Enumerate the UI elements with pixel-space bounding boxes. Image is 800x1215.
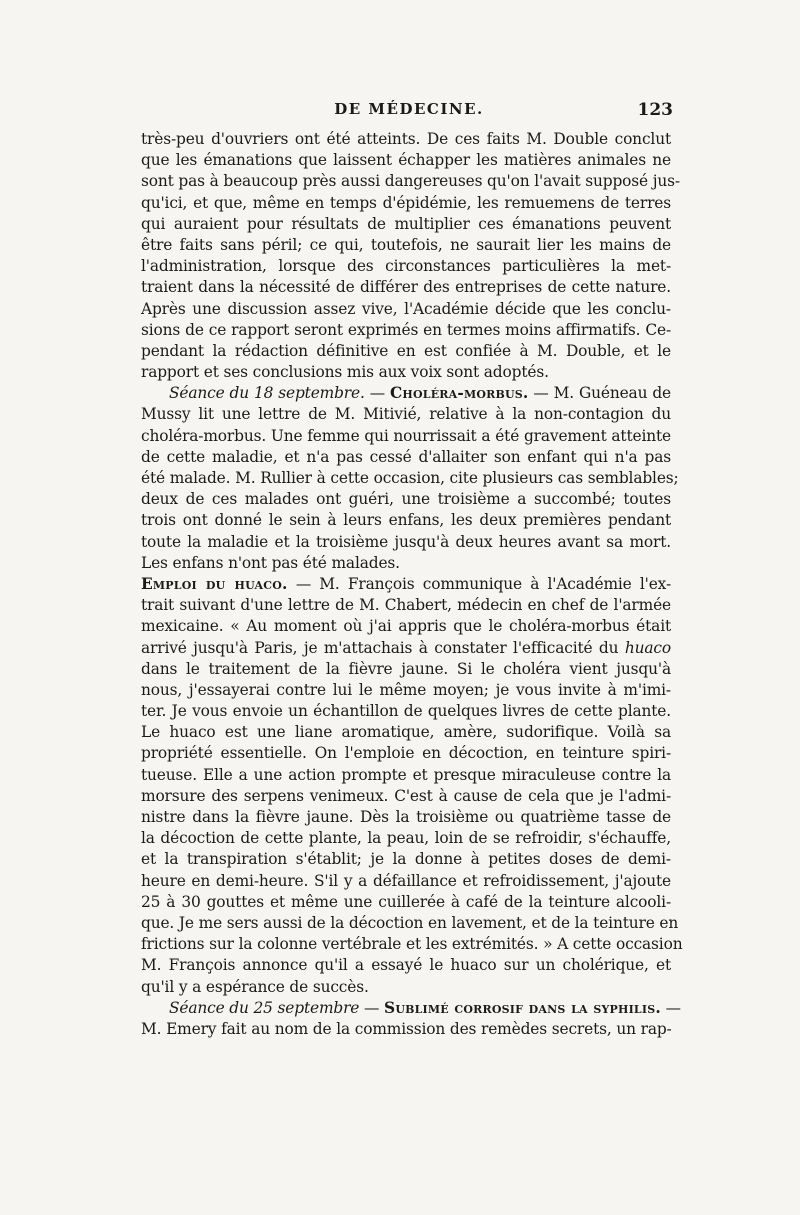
text-line — [141, 701, 671, 722]
text-line — [141, 998, 681, 1019]
line-text: Mussy lit une lettre de M. Mitivié, relative à la non-contagion du — [141, 405, 671, 424]
text-line — [141, 150, 671, 171]
text-line — [141, 934, 683, 955]
section-heading: Sublimé corrosif dans la syphilis. — [384, 998, 661, 1017]
line-text: 25 à 30 gouttes et même une cuillerée à café de la teinture alcooli- — [141, 892, 671, 911]
italic-word: huaco — [624, 638, 671, 657]
body-text — [141, 129, 683, 1040]
text-line — [141, 977, 671, 998]
text-line — [141, 616, 671, 637]
text-line — [141, 341, 671, 362]
text-line — [141, 426, 671, 447]
line-text: propriété essentielle. On l'emploie en décoction, en teinture spiri- — [141, 744, 671, 763]
line-text: frictions sur la colonne vertébrale et les extrémités. » A cette occasion — [141, 935, 683, 954]
section-heading: Emploi du huaco. — [141, 574, 288, 593]
text-line — [141, 659, 671, 680]
section-heading: Choléra-morbus. — [389, 384, 529, 403]
text-line — [141, 913, 679, 934]
text-line — [141, 489, 671, 510]
line-text: sions de ce rapport seront exprimés en termes moins affirmatifs. Ce- — [141, 320, 671, 339]
line-text: nous, j'essayerai contre lui le même moyen; je vous invite à m'imi- — [141, 680, 671, 699]
line-text: qui auraient pour résultats de multiplier ces émanations peuvent — [141, 214, 671, 233]
line-text: M. François annonce qu'il a essayé le huaco sur un cholérique, et — [141, 956, 671, 975]
line-text: mexicaine. « Au moment où j'ai appris que le choléra-morbus était — [141, 617, 671, 636]
line-text: morsure des serpens venimeux. C'est à cause de cela que je l'admi- — [141, 786, 671, 805]
line-text: très-peu d'ouvriers ont été atteints. De ces faits M. Double conclut — [141, 130, 671, 148]
line-text: être faits sans péril; ce qui, toutefois, ne saurait lier les mains de — [141, 235, 671, 254]
text-line — [141, 235, 671, 256]
text-line — [141, 447, 671, 468]
line-text: pendant la rédaction définitive en est confiée à M. Double, et le — [141, 341, 671, 360]
text-line — [141, 871, 671, 892]
line-text: que les émanations que laissent échapper les matières animales ne — [141, 151, 671, 170]
line-text: toute la maladie et la troisième jusqu'à deux heures avant sa mort. — [141, 532, 671, 551]
text-line — [141, 256, 671, 277]
line-text: que. Je me sers aussi de la décoction en lavement, et de la teinture en — [141, 913, 679, 932]
text-line — [141, 595, 671, 616]
text-line — [141, 553, 671, 574]
text-line — [141, 362, 671, 383]
line-text: la décoction de cette plante, la peau, loin de se refroidir, s'échauffe, — [141, 829, 671, 848]
line-text: — — [660, 998, 681, 1017]
text-line — [141, 383, 671, 404]
line-text: trois ont donné le sein à leurs enfans, les deux premières pendant — [141, 511, 671, 530]
session-date: Séance du 25 septembre — [169, 998, 360, 1017]
line-text: l'administration, lorsque des circonstances particulières la met- — [141, 257, 671, 276]
running-head-title: DE MÉDECINE. — [334, 100, 484, 118]
line-text: tueuse. Elle a une action prompte et presque miraculeuse contre la — [141, 765, 671, 784]
line-text: été malade. M. Rullier à cette occasion, cite plusieurs cas semblables; — [141, 469, 679, 487]
text-line — [141, 680, 671, 701]
text-line — [141, 214, 671, 235]
line-text: sont pas à beaucoup près aussi dangereuses qu'on l'avait supposé jus- — [141, 172, 680, 191]
line-text: nistre dans la fièvre jaune. Dès la troisième ou quatrième tasse de — [141, 808, 671, 826]
text-line — [141, 786, 671, 807]
text-line — [141, 574, 671, 595]
line-text: et la transpiration s'établit; je la donne à petites doses de demi- — [141, 850, 671, 869]
text-line — [141, 849, 671, 870]
text-line — [141, 532, 671, 553]
text-line — [141, 955, 671, 976]
line-text: trait suivant d'une lettre de M. Chabert, médecin en chef de l'armée — [141, 596, 671, 615]
text-line — [141, 404, 671, 425]
line-text: rapport et ses conclusions mis aux voix sont adoptés. — [141, 363, 549, 382]
text-line — [141, 722, 671, 743]
text-line — [141, 807, 671, 828]
line-text: ter. Je vous envoie un échantillon de quelques livres de cette plante. — [141, 702, 671, 721]
line-text: Les enfans n'ont pas été malades. — [141, 553, 400, 572]
text-line — [141, 129, 671, 150]
line-text: deux de ces malades ont guéri, une troisième a succombé; toutes — [141, 490, 671, 509]
line-text: Le huaco est une liane aromatique, amère, sudorifique. Voilà sa — [141, 723, 671, 742]
dash: — — [364, 384, 390, 403]
text-line — [141, 743, 671, 764]
line-text: qu'ici, et que, même en temps d'épidémie, les remuemens de terres — [141, 193, 671, 212]
text-line — [141, 638, 671, 659]
line-text: M. Emery fait au nom de la commission des remèdes secrets, un rap- — [141, 1019, 672, 1038]
text-line — [141, 299, 671, 320]
text-line — [141, 277, 671, 298]
text-line — [141, 468, 679, 489]
line-text: heure en demi-heure. S'il y a défaillance et refroidissement, j'ajoute — [141, 871, 671, 890]
line-text: de cette maladie, et n'a pas cessé d'allaiter son enfant qui n'a pas — [141, 447, 671, 466]
session-date: Séance du 18 septembre. — [169, 384, 365, 403]
text-line — [141, 1019, 671, 1040]
line-text: — M. Guéneau de — [528, 384, 671, 403]
line-text: arrivé jusqu'à Paris, je m'attachais à constater l'efficacité du — [141, 638, 625, 657]
line-text: qu'il y a espérance de succès. — [141, 977, 369, 996]
text-line — [141, 765, 671, 786]
text-line — [141, 171, 680, 192]
text-line — [141, 510, 671, 531]
dash: — — [359, 998, 384, 1017]
text-line — [141, 892, 671, 913]
line-text: traient dans la nécessité de différer des entreprises de cette nature. — [141, 278, 671, 297]
text-line — [141, 828, 671, 849]
line-text: dans le traitement de la fièvre jaune. Si le choléra vient jusqu'à — [141, 659, 671, 678]
running-head — [145, 100, 673, 124]
page-number: 123 — [637, 100, 673, 120]
text-line — [141, 193, 671, 214]
text-line — [141, 320, 671, 341]
line-text: Après une discussion assez vive, l'Académie décide que les conclu- — [141, 299, 671, 318]
line-text: choléra-morbus. Une femme qui nourrissait a été gravement atteinte — [141, 426, 671, 445]
line-text: — M. François communique à l'Académie l'ex- — [287, 574, 671, 593]
